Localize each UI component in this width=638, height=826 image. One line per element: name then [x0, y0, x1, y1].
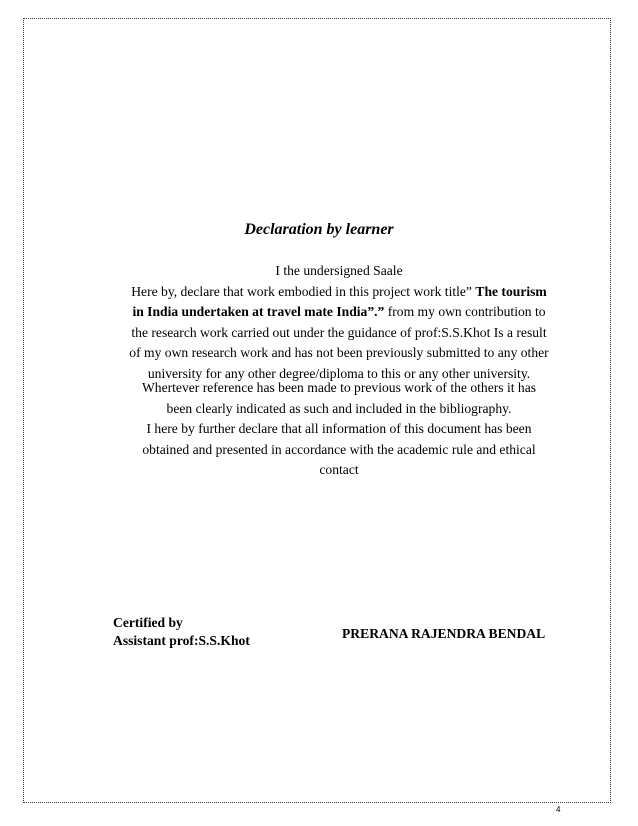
signer-name: PRERANA RAJENDRA BENDAL [342, 626, 546, 641]
certified-by-label: Certified by [113, 615, 183, 630]
reference-line: I here by further declare that all information of this document has been [146, 421, 532, 436]
declaration-line: university for any other degree/diploma to this or any other university. [147, 365, 531, 381]
declaration-line: of my own research work and has not been previously submitted to any other [129, 345, 549, 360]
reference-line: contact [319, 462, 359, 477]
declaration-line: the research work carried out under the guidance of prof:S.S.Khot Is a result [131, 324, 547, 340]
declaration-line: I the undersigned Saale [275, 263, 403, 278]
reference-paragraph [113, 378, 565, 481]
reference-line: been clearly indicated as such and included in the bibliography. [166, 400, 512, 416]
declaration-line [113, 302, 565, 323]
declaration-line [113, 282, 565, 303]
certification-block [113, 614, 250, 650]
declaration-text: from my own contribution to [384, 304, 546, 319]
declaration-text: Here by, declare that work embodied in this project work title” [131, 283, 476, 299]
declaration-title: Declaration by learner [244, 221, 394, 238]
page-number: 4 [556, 805, 561, 814]
declaration-paragraph [113, 261, 565, 384]
reference-line: obtained and presented in accordance with the academic rule and ethical [142, 441, 536, 457]
project-title-part2: in India undertaken at travel mate India”.” [132, 304, 385, 319]
reference-line: Whertever reference has been made to previous work of the others it has [141, 380, 537, 395]
certifier-name: Assistant prof:S.S.Khot [113, 633, 250, 648]
project-title-part1: The tourism [475, 283, 547, 299]
